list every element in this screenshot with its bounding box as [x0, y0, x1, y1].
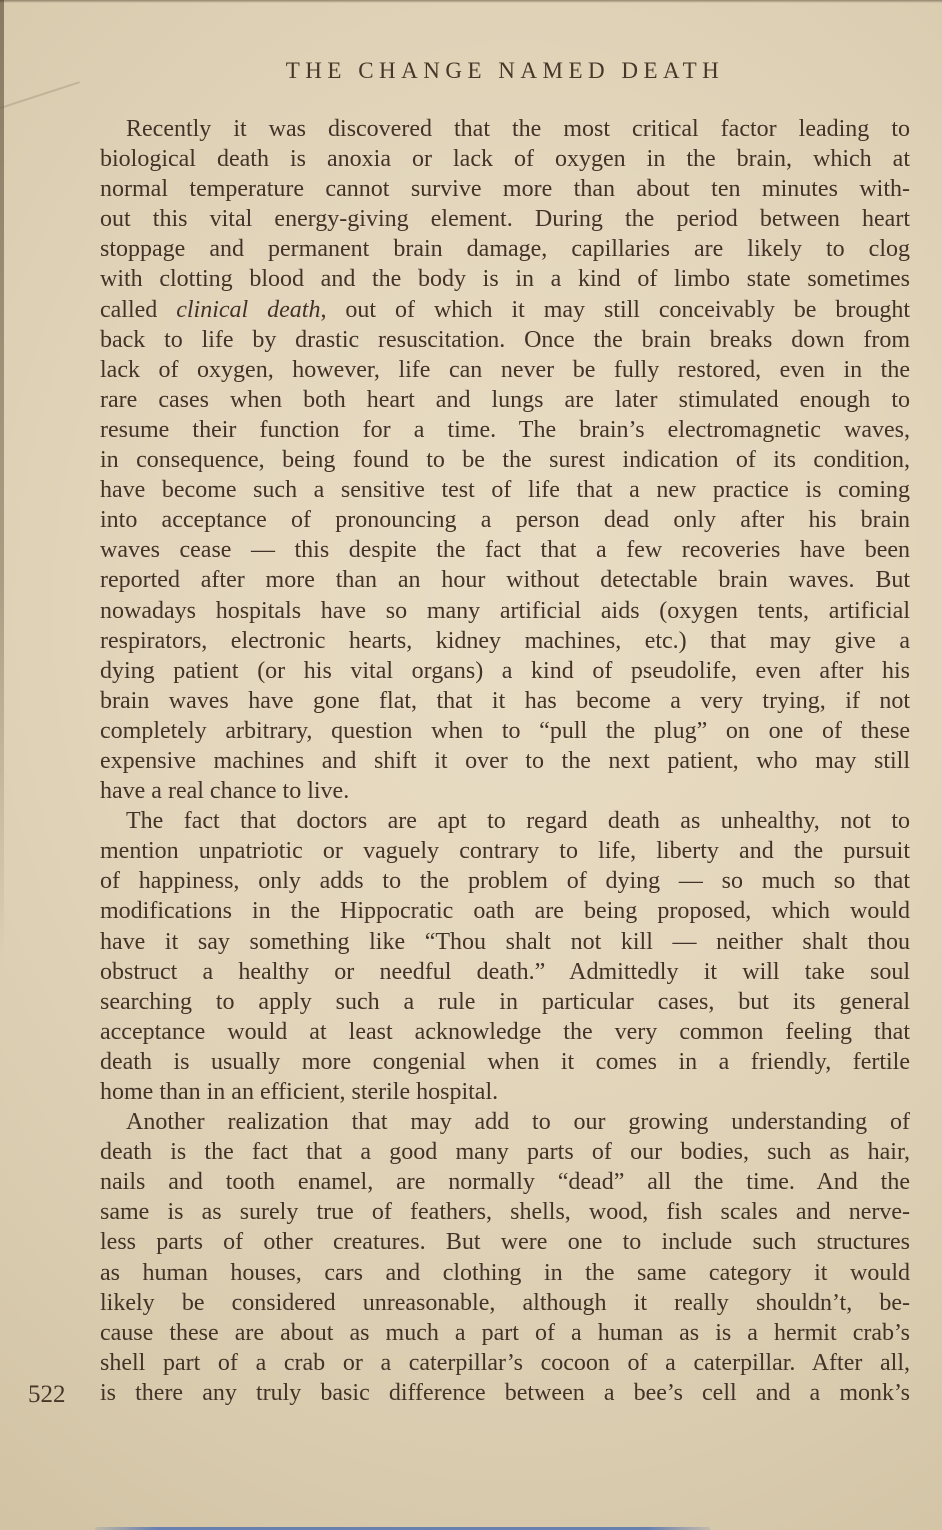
italic-text: clinical death	[176, 296, 321, 323]
text-line: cause these are about as much a part of a human as is a hermit crab’s	[100, 1319, 910, 1346]
text-line: into acceptance of pronouncing a person dead only after his brain	[100, 507, 910, 534]
text-line: respirators, electronic hearts, kidney machines, etc.) that may give a	[100, 627, 910, 654]
body-text	[100, 114, 910, 1408]
body-paragraph	[100, 114, 910, 806]
text-line: with clotting blood and the body is in a kind of limbo state sometimes	[100, 266, 910, 293]
text-line: modifications in the Hippocratic oath are being proposed, which would	[100, 898, 910, 925]
text-line: of happiness, only adds to the problem of dying — so much so that	[100, 868, 910, 895]
text-line: lack of oxygen, however, life can never be fully restored, even in the	[100, 356, 910, 383]
text-line: waves cease — this despite the fact that a few recoveries have been	[100, 537, 910, 564]
text-line: The fact that doctors are apt to regard death as unhealthy, not to	[126, 808, 910, 835]
text-line: mention unpatriotic or vaguely contrary to life, liberty and the pursuit	[100, 838, 910, 865]
text-line: likely be considered unreasonable, although it really shouldn’t, be-	[100, 1289, 910, 1316]
text-line	[100, 295, 910, 325]
text-line: resume their function for a time. The brain’s electromagnetic waves,	[100, 416, 910, 443]
text-line: have a real chance to live.	[100, 778, 350, 805]
text-line: stoppage and permanent brain damage, capillaries are likely to clog	[100, 236, 910, 263]
plain-text: , out of which it may still conceivably be brought	[320, 296, 911, 323]
running-header: THE CHANGE NAMED DEATH	[285, 58, 725, 83]
text-line: completely arbitrary, question when to “pull the plug” on one of these	[100, 717, 910, 744]
text-line: is there any truly basic difference between a bee’s cell and a monk’s	[100, 1379, 910, 1406]
text-line: searching to apply such a rule in particular cases, but its general	[100, 988, 910, 1015]
text-line: home than in an efficient, sterile hospital.	[100, 1079, 499, 1105]
text-line: reported after more than an hour without detectable brain waves. But	[100, 567, 910, 594]
text-line: have it say something like “Thou shalt not kill — neither shalt thou	[100, 928, 910, 955]
text-line: dying patient (or his vital organs) a kind of pseudolife, even after his	[100, 657, 910, 684]
text-line: rare cases when both heart and lungs are later stimulated enough to	[100, 386, 910, 413]
text-line: out this vital energy-giving element. During the period between heart	[100, 206, 910, 233]
page-number: 522	[28, 1381, 66, 1408]
text-line: biological death is anoxia or lack of oxygen in the brain, which at	[100, 146, 910, 173]
plain-text: called	[100, 296, 177, 323]
text-line: less parts of other creatures. But were one to include such structures	[100, 1229, 910, 1256]
paper-crease	[0, 81, 80, 111]
scan-edge-top-shadow	[0, 0, 942, 3]
text-line: back to life by drastic resuscitation. Once the brain breaks down from	[100, 326, 910, 353]
text-line: same is as surely true of feathers, shells, wood, fish scales and nerve-	[100, 1199, 910, 1226]
text-line: obstruct a healthy or needful death.” Admittedly it will take soul	[100, 958, 910, 985]
text-line: normal temperature cannot survive more than about ten minutes with-	[100, 176, 910, 203]
text-line: death is the fact that a good many parts of our bodies, such as hair,	[100, 1139, 910, 1166]
text-line: Another realization that may add to our growing understanding of	[126, 1109, 910, 1136]
text-line: brain waves have gone flat, that it has become a very trying, if not	[100, 687, 910, 714]
text-line: nails and tooth enamel, are normally “dead” all the time. And the	[100, 1169, 910, 1196]
text-line: shell part of a crab or a caterpillar’s cocoon of a caterpillar. After all,	[100, 1349, 910, 1376]
text-line: as human houses, cars and clothing in the same category it would	[100, 1259, 910, 1286]
text-line: have become such a sensitive test of life that a new practice is coming	[100, 477, 910, 504]
body-paragraph	[100, 806, 910, 1107]
text-line: in consequence, being found to be the surest indication of its condition,	[100, 447, 910, 474]
text-line: acceptance would at least acknowledge the very common feeling that	[100, 1018, 910, 1045]
body-paragraph	[100, 1107, 910, 1408]
text-line: nowadays hospitals have so many artificial aids (oxygen tents, artificial	[100, 597, 910, 624]
text-line: death is usually more congenial when it comes in a friendly, fertile	[100, 1048, 910, 1075]
text-line: Recently it was discovered that the most critical factor leading to	[126, 116, 910, 142]
scan-edge-left-shadow	[0, 0, 4, 960]
text-line: expensive machines and shift it over to the next patient, who may still	[100, 747, 910, 774]
